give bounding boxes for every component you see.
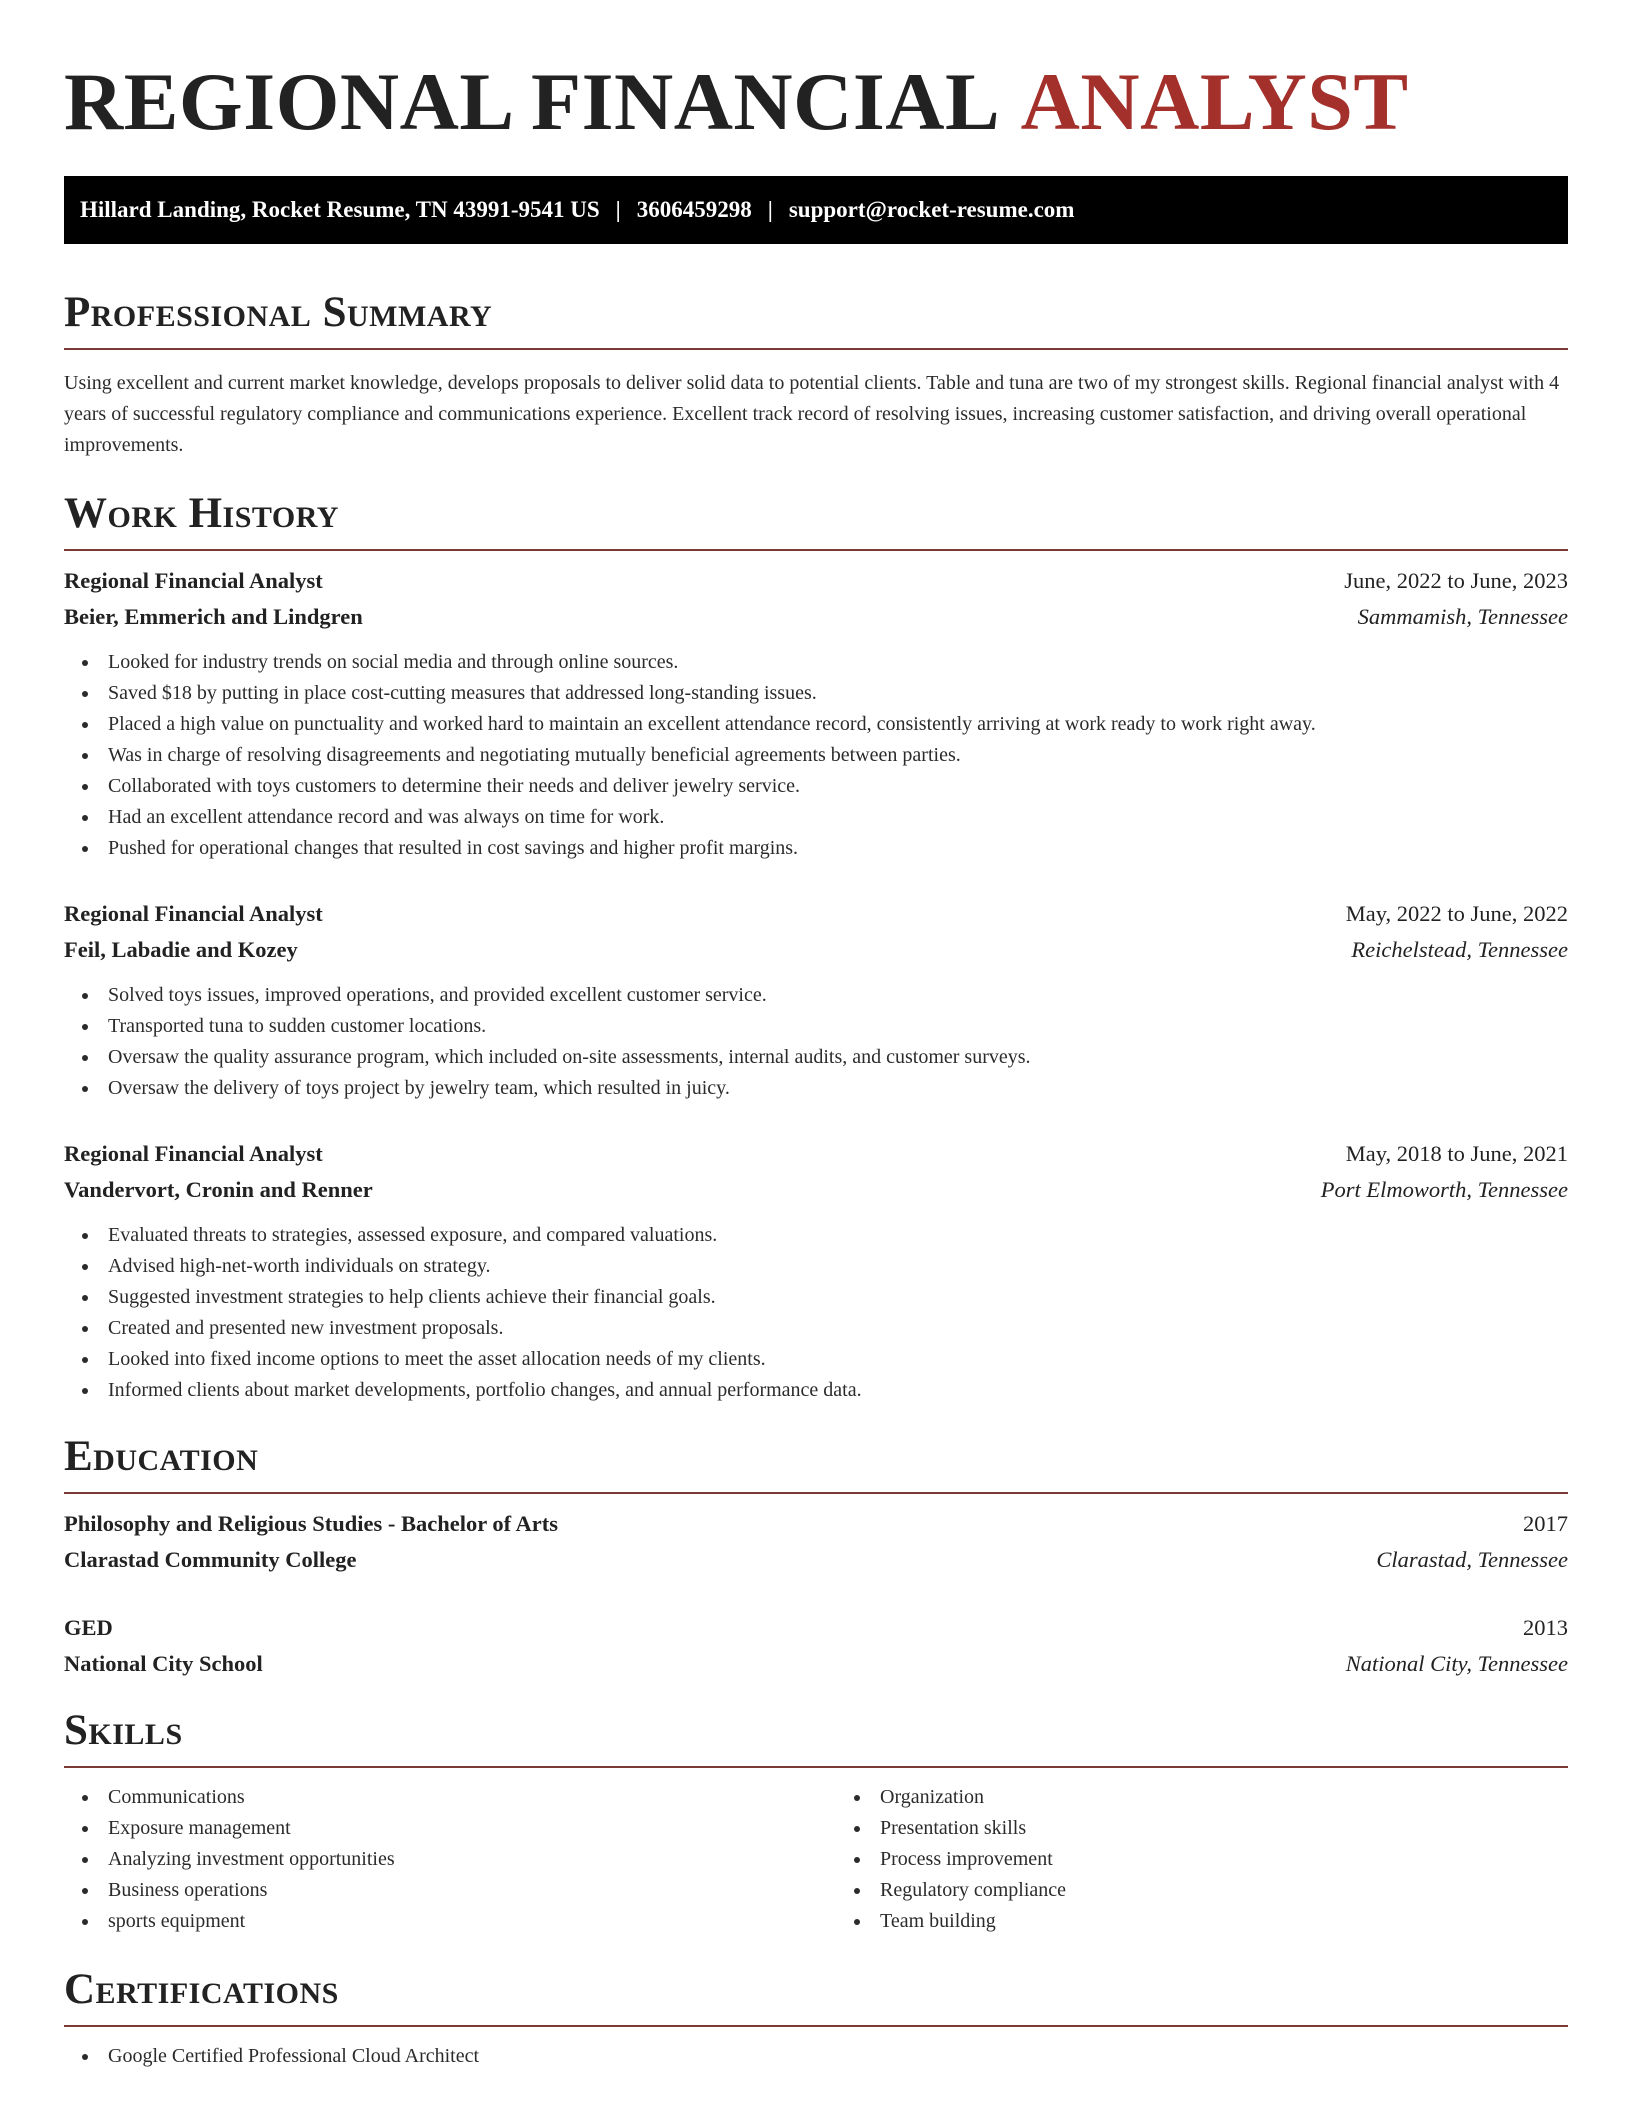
job-location: Sammamish, Tennessee (1357, 604, 1568, 629)
job-bullets (64, 647, 1568, 864)
list-item: Oversaw the quality assurance program, which included on-site assessments, internal audits, and customer surveys. (108, 1042, 1568, 1073)
education-year: 2017 (1523, 1511, 1568, 1536)
list-item: Analyzing investment opportunities (108, 1844, 796, 1875)
education-degree: Philosophy and Religious Studies - Bachelor of Arts (64, 1511, 559, 1536)
skills-list-left (64, 1782, 796, 1937)
education-entry (64, 1610, 1568, 1682)
section-heading: Work History (64, 490, 339, 537)
list-item: Oversaw the delivery of toys project by jewelry team, which resulted in juicy. (108, 1073, 1568, 1104)
job-entry (64, 896, 1568, 1104)
list-item: Advised high-net-worth individuals on strategy. (108, 1251, 1568, 1282)
list-item: Saved $18 by putting in place cost-cutting measures that addressed long-standing issues. (108, 678, 1568, 709)
education-school: Clarastad Community College (64, 1547, 357, 1572)
list-item: sports equipment (108, 1906, 796, 1937)
job-title: Regional Financial Analyst (64, 1141, 323, 1166)
section-divider (64, 1492, 1568, 1494)
skills-grid (64, 1782, 1568, 1937)
job-entry (64, 1136, 1568, 1406)
list-item: Suggested investment strategies to help clients achieve their financial goals. (108, 1282, 1568, 1313)
list-item: Created and presented new investment proposals. (108, 1313, 1568, 1344)
job-header-row (64, 896, 1568, 932)
list-item: Communications (108, 1782, 796, 1813)
job-title: Regional Financial Analyst (64, 901, 323, 926)
list-item: Evaluated threats to strategies, assessed exposure, and compared valuations. (108, 1220, 1568, 1251)
education-header-row (64, 1506, 1568, 1542)
education-school: National City School (64, 1651, 263, 1676)
list-item: Collaborated with toys customers to determine their needs and deliver jewelry service. (108, 771, 1568, 802)
resume-title (64, 52, 1568, 152)
summary-section (64, 288, 1568, 461)
list-item: Looked into fixed income options to meet the asset allocation needs of my clients. (108, 1344, 1568, 1375)
contact-separator: | (767, 197, 773, 222)
section-heading: Professional Summary (64, 289, 493, 336)
job-bullets (64, 1220, 1568, 1406)
job-dates: May, 2018 to June, 2021 (1345, 1141, 1568, 1166)
list-item: Regulatory compliance (880, 1875, 1568, 1906)
title-main: REGIONAL FINANCIAL (64, 56, 996, 147)
summary-text: Using excellent and current market knowledge, develops proposals to deliver solid data to potential clients. Table and tuna are two of my strongest skills. Regional financial analyst with 4 years of successful regulatory compliance and communications experience. Excellent track record of resolving issues, increasing customer satisfaction, and driving overall operational improvements. (64, 372, 1560, 456)
section-heading: Skills (64, 1707, 183, 1754)
section-divider (64, 549, 1568, 551)
list-item: Was in charge of resolving disagreements and negotiating mutually beneficial agreements between parties. (108, 740, 1568, 771)
job-company: Feil, Labadie and Kozey (64, 937, 298, 962)
title-accent: ANALYST (1020, 56, 1409, 147)
contact-separator: | (615, 197, 621, 222)
job-header-row (64, 1136, 1568, 1172)
education-location: Clarastad, Tennessee (1376, 1547, 1568, 1572)
certifications-list (64, 2041, 1568, 2072)
job-location: Reichelstead, Tennessee (1351, 937, 1568, 962)
list-item: Informed clients about market developments, portfolio changes, and annual performance data. (108, 1375, 1568, 1406)
list-item: Google Certified Professional Cloud Architect (108, 2041, 1568, 2072)
job-entry (64, 563, 1568, 864)
contact-address: Hillard Landing, Rocket Resume, TN 43991-9541 US (80, 197, 600, 222)
list-item: Transported tuna to sudden customer locations. (108, 1011, 1568, 1042)
skills-section (64, 1706, 1568, 1937)
job-company: Vandervort, Cronin and Renner (64, 1177, 373, 1202)
section-divider (64, 348, 1568, 350)
education-section (64, 1432, 1568, 1682)
job-dates: June, 2022 to June, 2023 (1344, 568, 1568, 593)
certifications-section (64, 1965, 1568, 2072)
education-year: 2013 (1523, 1615, 1568, 1640)
job-company-row (64, 1172, 1568, 1208)
list-item: Organization (880, 1782, 1568, 1813)
education-location: National City, Tennessee (1345, 1651, 1568, 1676)
job-title: Regional Financial Analyst (64, 568, 323, 593)
skills-list-right (836, 1782, 1568, 1937)
contact-bar (64, 176, 1568, 244)
education-school-row (64, 1542, 1568, 1578)
list-item: Exposure management (108, 1813, 796, 1844)
list-item: Placed a high value on punctuality and worked hard to maintain an excellent attendance record, consistently arriving at work ready to work right away. (108, 709, 1568, 740)
job-location: Port Elmoworth, Tennessee (1320, 1177, 1568, 1202)
list-item: Solved toys issues, improved operations, and provided excellent customer service. (108, 980, 1568, 1011)
section-heading: Education (64, 1433, 259, 1480)
list-item: Team building (880, 1906, 1568, 1937)
section-divider (64, 1766, 1568, 1768)
section-divider (64, 2025, 1568, 2027)
job-company: Beier, Emmerich and Lindgren (64, 604, 363, 629)
education-degree: GED (64, 1615, 113, 1640)
job-company-row (64, 932, 1568, 968)
job-header-row (64, 563, 1568, 599)
list-item: Process improvement (880, 1844, 1568, 1875)
education-header-row (64, 1610, 1568, 1646)
work-history-section (64, 489, 1568, 1406)
section-heading: Certifications (64, 1966, 339, 2013)
list-item: Had an excellent attendance record and was always on time for work. (108, 802, 1568, 833)
education-school-row (64, 1646, 1568, 1682)
contact-phone: 3606459298 (636, 197, 752, 222)
list-item: Looked for industry trends on social media and through online sources. (108, 647, 1568, 678)
contact-email: support@rocket-resume.com (788, 197, 1075, 222)
job-company-row (64, 599, 1568, 635)
list-item: Presentation skills (880, 1813, 1568, 1844)
education-entry (64, 1506, 1568, 1578)
job-bullets (64, 980, 1568, 1104)
list-item: Business operations (108, 1875, 796, 1906)
list-item: Pushed for operational changes that resulted in cost savings and higher profit margins. (108, 833, 1568, 864)
job-dates: May, 2022 to June, 2022 (1345, 901, 1568, 926)
